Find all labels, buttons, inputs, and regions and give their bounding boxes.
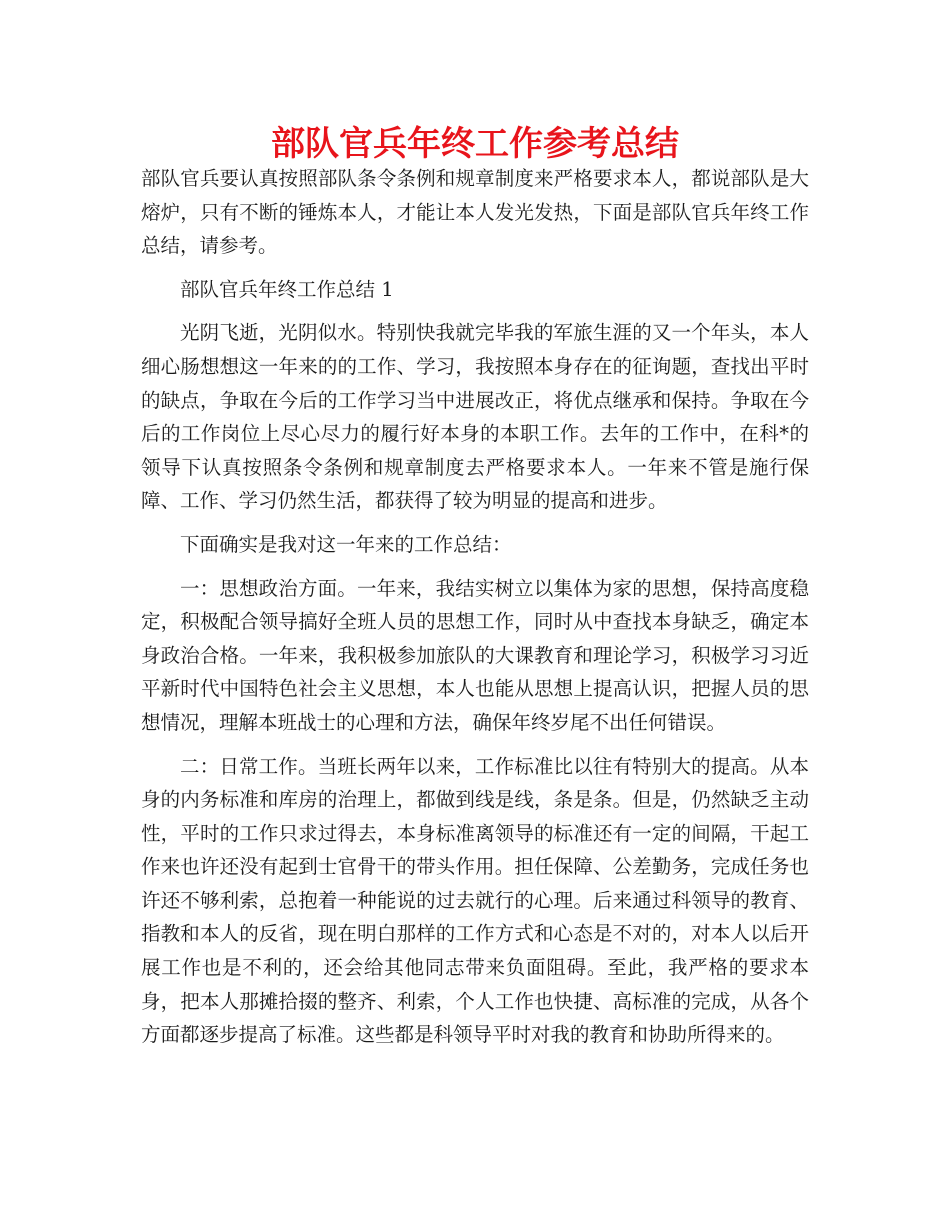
document-title: 部队官兵年终工作参考总结 xyxy=(271,124,679,164)
section-heading: 部队官兵年终工作总结 1 xyxy=(180,277,394,301)
body-paragraph: 下面确实是我对这一年来的工作总结： xyxy=(180,532,512,556)
body-paragraph: 光阴飞逝，光阴似水。特别快我就完毕我的军旅生涯的又一个年头，本人细心肠想想这一年来的的工作、学习，我按照本身存在的征询题，查找出平时的缺点，争取在今后的工作学习当中进展改正，将优点继承和保持。争取在今后的工作岗位上尽心尽力的履行好本身的本职工作。去年的工作中，在科*的领导下认真按照条令条例和规章制度去严格要求本人。一年来不管是施行保障、工作、学习仍然生活，都获得了较为明显的提高和进步。 xyxy=(141,321,809,513)
body-paragraph: 一：思想政治方面。一年来，我结实树立以集体为家的思想，保持高度稳定，积极配合领导搞好全班人员的思想工作，同时从中查找本身缺乏，确定本身政治合格。一年来，我积极参加旅队的大课教育和理论学习，积极学习习近平新时代中国特色社会主义思想，本人也能从思想上提高认识，把握人员的思想情况，理解本班战士的心理和方法，确保年终岁尾不出任何错误。 xyxy=(141,576,809,734)
document-body xyxy=(141,162,809,1062)
intro-paragraph: 部队官兵要认真按照部队条令条例和规章制度来严格要求本人，都说部队是大熔炉，只有不断的锤炼本人，才能让本人发光发热，下面是部队官兵年终工作总结，请参考。 xyxy=(141,167,809,258)
body-paragraph: 二：日常工作。当班长两年以来，工作标准比以往有特别大的提高。从本身的内务标准和库房的治理上，都做到线是线，条是条。但是，仍然缺乏主动性，平时的工作只求过得去，本身标准离领导的标准还有一定的间隔，干起工作来也许还没有起到士官骨干的带头作用。担任保障、公差勤务，完成任务也许还不够利索，总抱着一种能说的过去就行的心理。后来通过科领导的教育、指教和本人的反省，现在明白那样的工作方式和心态是不对的，对本人以后开展工作也是不利的，还会给其他同志带来负面阻碍。至此，我严格的要求本身，把本人那摊拾掇的整齐、利索，个人工作也快捷、高标准的完成，从各个方面都逐步提高了标准。这些都是科领导平时对我的教育和协助所得来的。 xyxy=(141,754,809,1047)
